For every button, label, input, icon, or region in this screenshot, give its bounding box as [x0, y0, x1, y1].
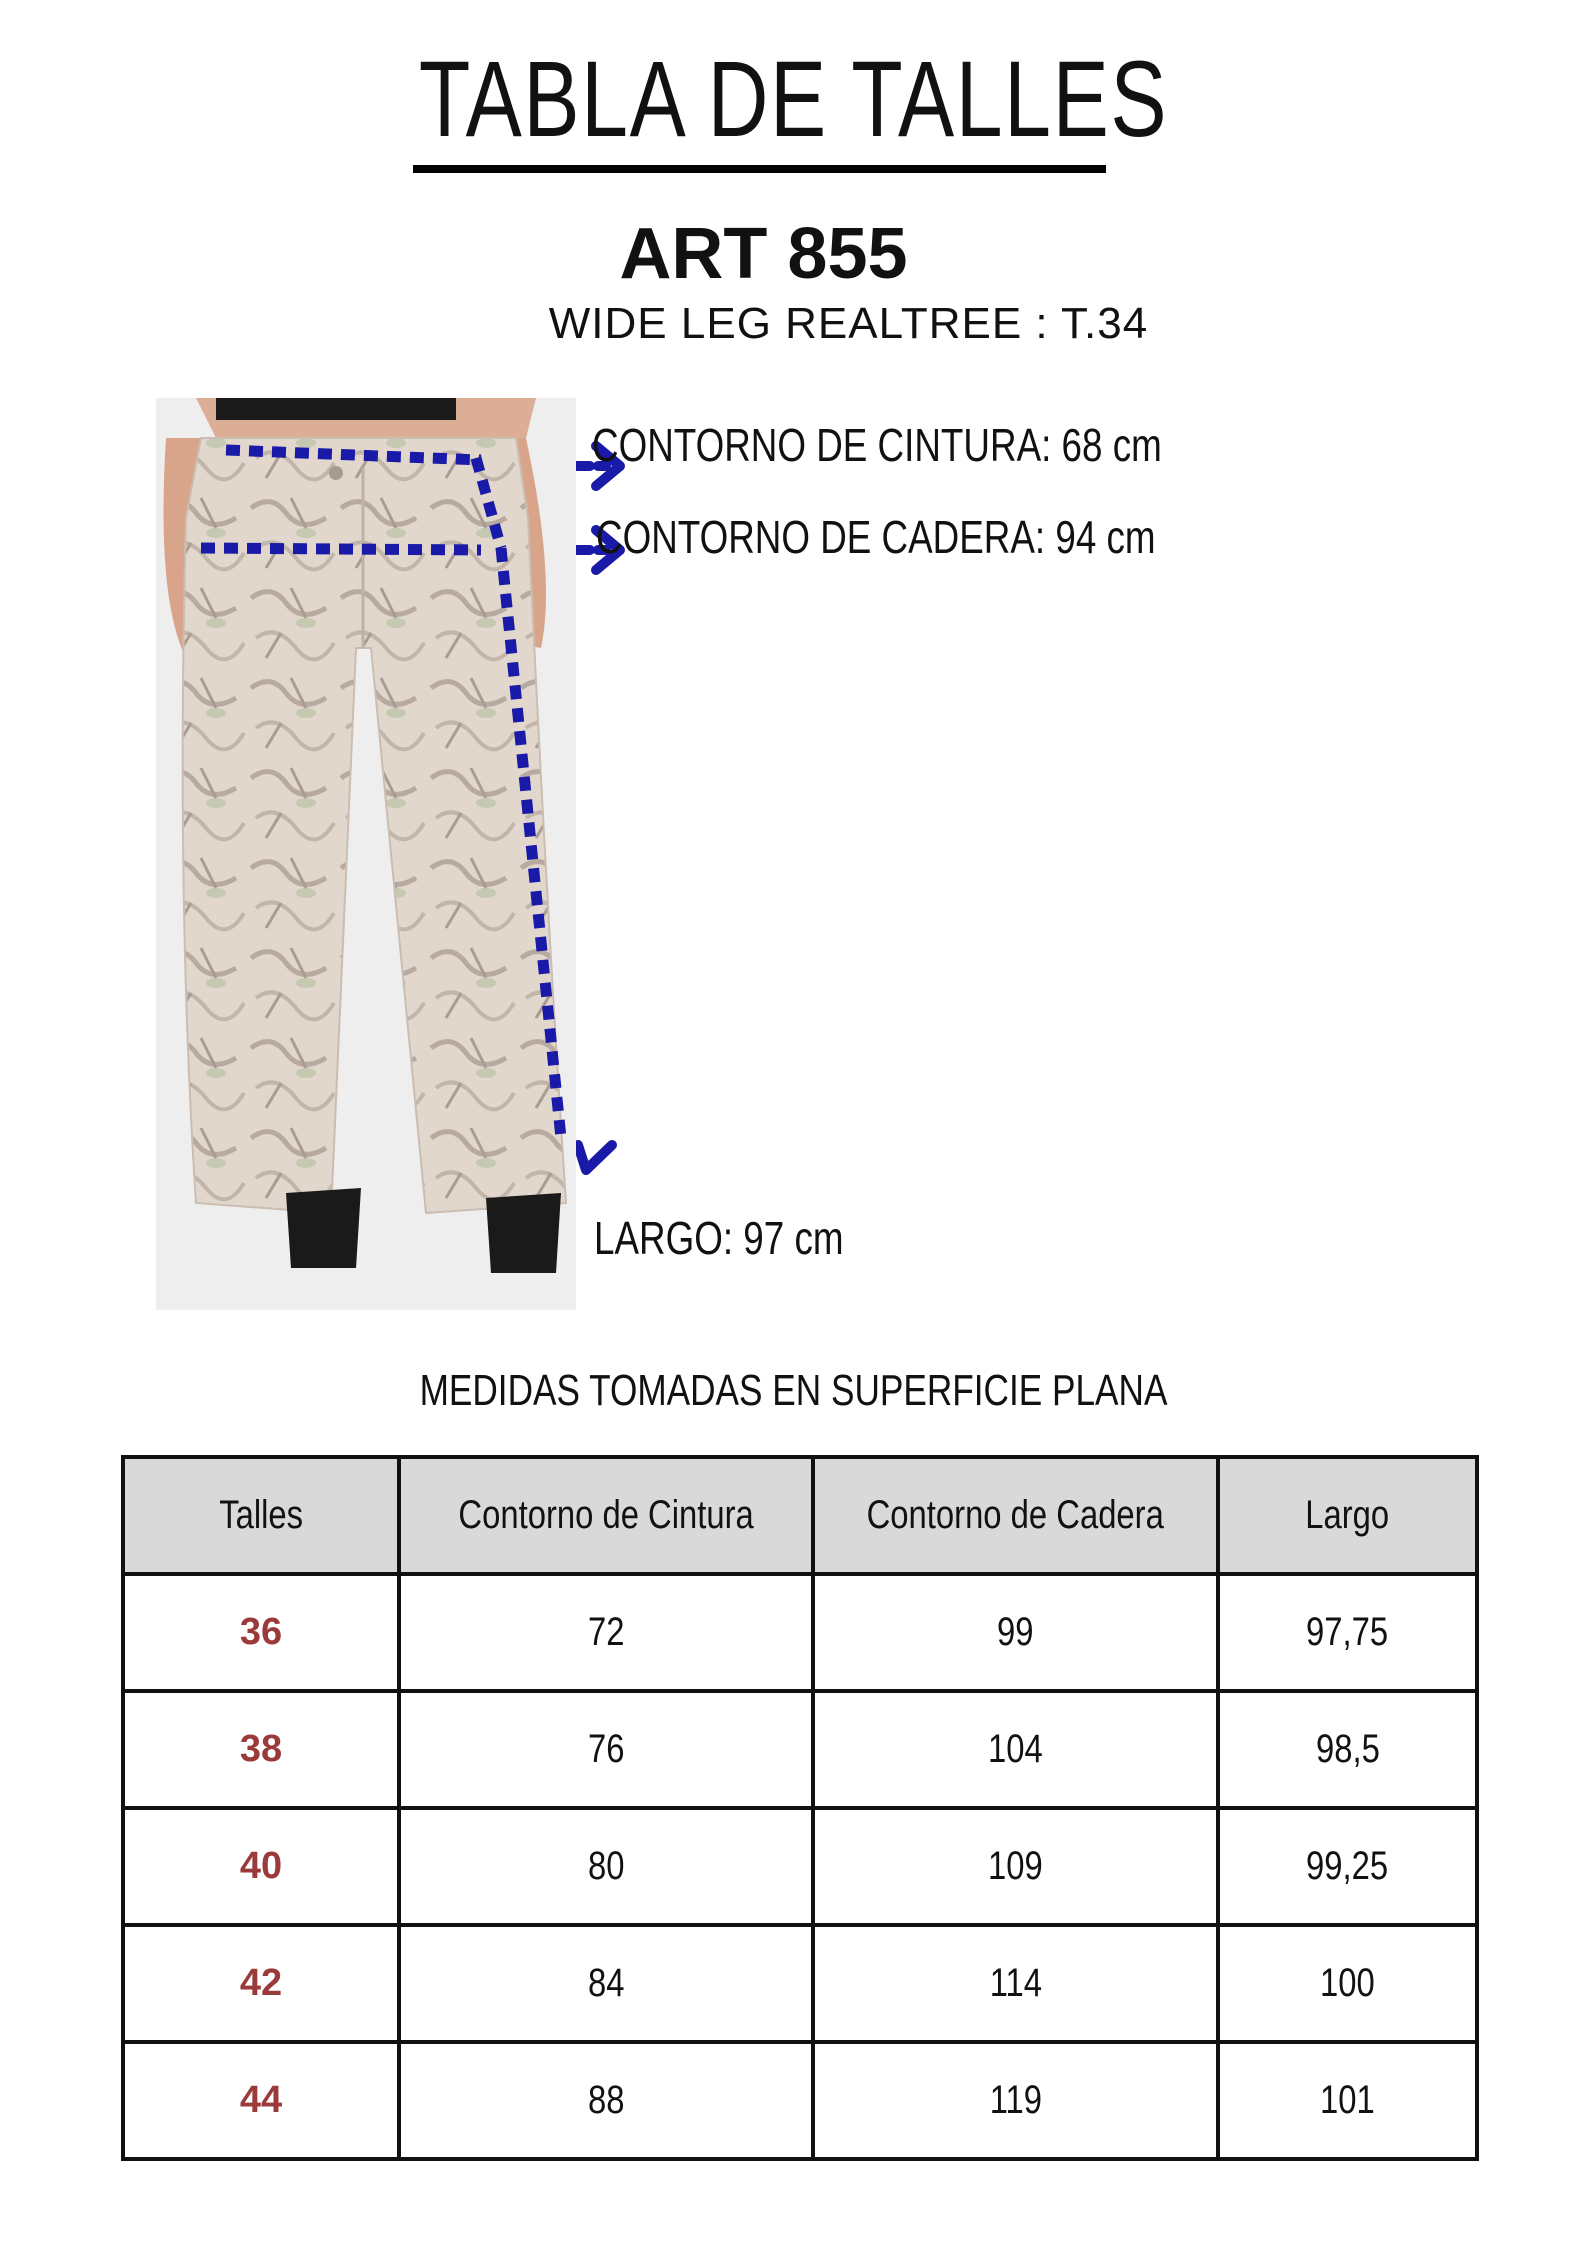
- cintura-cell: 76: [399, 1691, 813, 1808]
- product-photo: [156, 398, 576, 1310]
- size-table: [121, 1455, 1479, 2161]
- cintura-cell: 72: [399, 1574, 813, 1691]
- length-measurement: LARGO: 97 cm: [594, 1212, 844, 1264]
- size-cell: 36: [123, 1574, 399, 1691]
- article-number: ART 855: [619, 214, 908, 294]
- cadera-cell: 104: [813, 1691, 1218, 1808]
- header-cadera: Contorno de Cadera: [813, 1457, 1218, 1574]
- size-cell: 44: [123, 2042, 399, 2159]
- hip-measurement: CONTORNO DE CADERA: 94 cm: [596, 511, 1156, 563]
- largo-cell: 99,25: [1218, 1808, 1477, 1925]
- table-row: [123, 1925, 1477, 2042]
- cintura-cell: 88: [399, 2042, 813, 2159]
- title-underline: [413, 165, 1106, 173]
- waist-measurement: CONTORNO DE CINTURA: 68 cm: [592, 419, 1162, 471]
- cadera-cell: 109: [813, 1808, 1218, 1925]
- size-cell: 42: [123, 1925, 399, 2042]
- table-row: [123, 1808, 1477, 1925]
- measurement-note: MEDIDAS TOMADAS EN SUPERFICIE PLANA: [419, 1366, 1168, 1415]
- size-cell: 38: [123, 1691, 399, 1808]
- table-row: [123, 1574, 1477, 1691]
- cintura-cell: 84: [399, 1925, 813, 2042]
- largo-cell: 101: [1218, 2042, 1477, 2159]
- product-subtitle: WIDE LEG REALTREE : T.34: [548, 299, 1149, 348]
- header-talles: Talles: [123, 1457, 399, 1574]
- largo-cell: 100: [1218, 1925, 1477, 2042]
- largo-cell: 98,5: [1218, 1691, 1477, 1808]
- page-title: TABLA DE TALLES: [418, 38, 1169, 159]
- table-header-row: [123, 1457, 1477, 1574]
- cadera-cell: 119: [813, 2042, 1218, 2159]
- table-row: [123, 1691, 1477, 1808]
- table-row: [123, 2042, 1477, 2159]
- cintura-cell: 80: [399, 1808, 813, 1925]
- largo-cell: 97,75: [1218, 1574, 1477, 1691]
- size-cell: 40: [123, 1808, 399, 1925]
- header-cintura: Contorno de Cintura: [399, 1457, 813, 1574]
- header-largo: Largo: [1218, 1457, 1477, 1574]
- cadera-cell: 99: [813, 1574, 1218, 1691]
- cadera-cell: 114: [813, 1925, 1218, 2042]
